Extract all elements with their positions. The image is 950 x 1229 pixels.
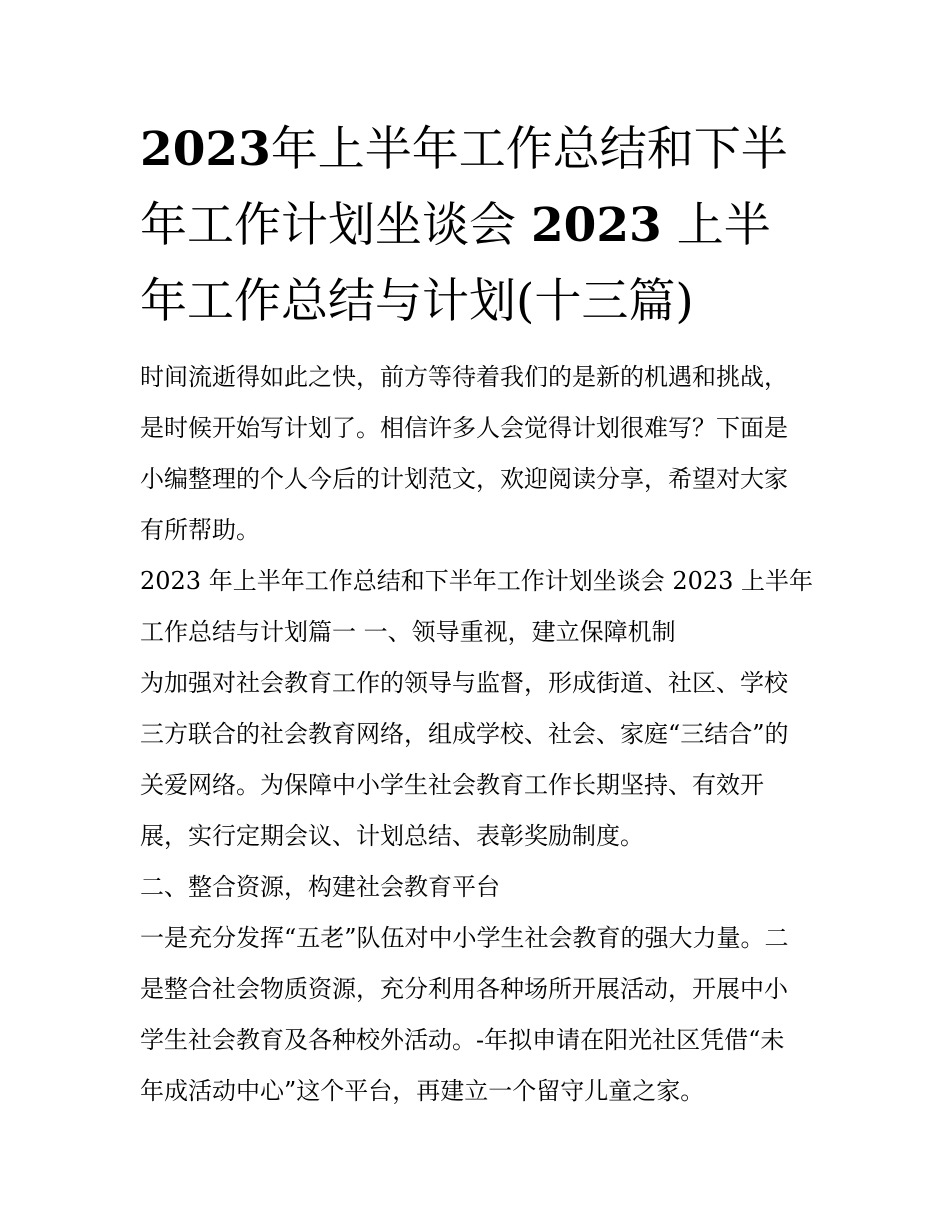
title-year: 2023 — [530, 198, 662, 253]
body-line: 为加强对社会教育工作的领导与监督，形成街道、社区、学校 — [140, 669, 788, 697]
title-text: 年工作计划坐谈会 — [140, 198, 516, 253]
body-line: 关爱网络。为保障中小学生社会教育工作长期坚持、有效开 — [140, 771, 764, 799]
title-year: 2023 — [140, 122, 271, 177]
title-line — [140, 112, 830, 188]
body-line: 三方联合的社会教育网络，组成学校、社会、家庭“三结合”的 — [140, 720, 789, 748]
body-line: 是整合社会物质资源，充分利用各种场所开展活动，开展中小 — [140, 975, 788, 1003]
body-line: 小编整理的个人今后的计划范文，欢迎阅读分享，希望对大家 — [140, 465, 788, 493]
body-line: 学生社会教育及各种校外活动。-年拟申请在阳光社区凭借“未 — [140, 1026, 785, 1054]
body-line: 年成活动中心”这个平台，再建立一个留守儿童之家。 — [140, 1077, 705, 1105]
body-line: 有所帮助。 — [140, 516, 260, 544]
body-line: 2023 年上半年工作总结和下半年工作计划坐谈会 2023 上半年 — [140, 567, 814, 595]
title-text: 年上半年工作总结和下半 — [270, 122, 788, 177]
body-line: 工作总结与计划篇一 一、领导重视，建立保障机制 — [140, 618, 676, 646]
document-body — [140, 352, 830, 1117]
document-page — [140, 112, 830, 1117]
title-text: 年工作总结与计划(十三篇) — [140, 274, 694, 329]
title-line — [140, 188, 830, 264]
body-line: 展，实行定期会议、计划总结、表彰奖励制度。 — [140, 822, 644, 850]
title-line — [140, 264, 830, 340]
body-line: 一是充分发挥“五老”队伍对中小学生社会教育的强大力量。二 — [140, 924, 789, 952]
title-text: 上半 — [676, 198, 771, 253]
body-line: 是时候开始写计划了。相信许多人会觉得计划很难写？下面是 — [140, 414, 788, 442]
body-line: 二、整合资源，构建社会教育平台 — [140, 873, 500, 901]
body-line: 时间流逝得如此之快，前方等待着我们的是新的机遇和挑战， — [140, 363, 788, 391]
document-title — [140, 112, 830, 340]
